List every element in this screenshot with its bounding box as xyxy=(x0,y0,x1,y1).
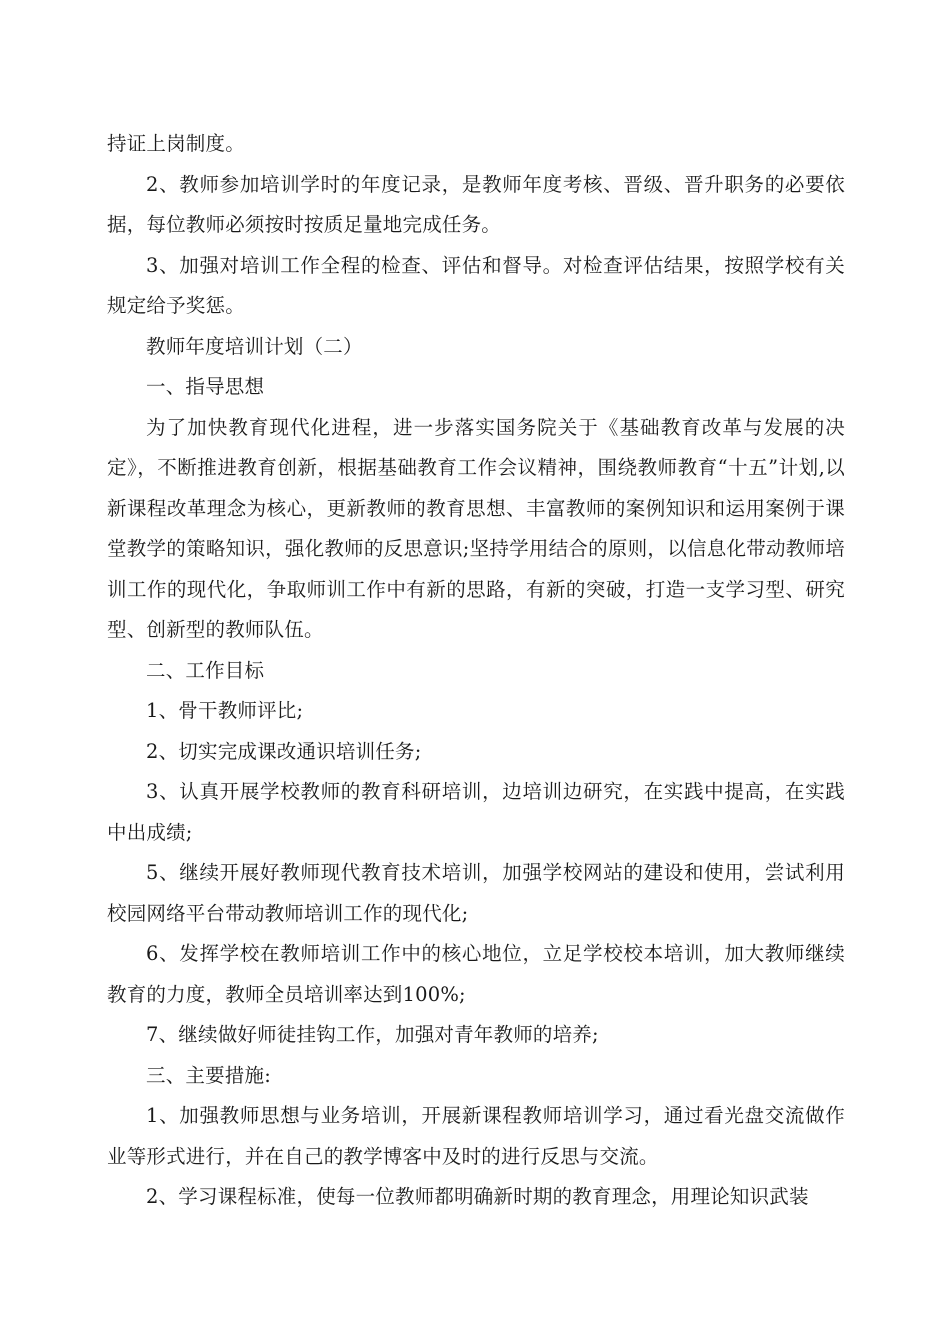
goal-item-7: 7、继续做好师徒挂钩工作，加强对青年教师的培养; xyxy=(146,1023,599,1046)
section-title-plan-two: 教师年度培训计划（二） xyxy=(146,334,363,358)
paragraph-guiding-thought: 为了加快教育现代化进程，进一步落实国务院关于《基础教育改革与发展的决定》，不断推进教育创新，根据基础教育工作会议精神，围绕教师教育“十五”计划,以新课程改革理念为核心，更新教师的教育思想、丰富教师的案例知识和运用案例于课堂教学的策略知识，强化教师的反思意识;坚持学用结合的原则，以信息化带动教师培训工作的现代化，争取师训工作中有新的思路，有新的突破，打造一支学习型、研究型、创新型的教师队伍。 xyxy=(107,415,845,641)
measure-item-1: 1、加强教师思想与业务培训，开展新课程教师培训学习，通过看光盘交流做作业等形式进行，并在自己的教学博客中及时的进行反思与交流。 xyxy=(107,1104,845,1168)
goal-item-5: 5、继续开展好教师现代教育技术培训，加强学校网站的建设和使用，尝试利用校园网络平台带动教师培训工作的现代化; xyxy=(107,861,845,925)
heading-guiding-thought: 一、指导思想 xyxy=(146,375,265,398)
heading-work-goals: 二、工作目标 xyxy=(146,658,265,682)
paragraph-continuation: 持证上岗制度。 xyxy=(107,132,245,155)
goal-item-2: 2、切实完成课改通识培训任务; xyxy=(146,739,422,763)
goal-item-6: 6、发挥学校在教师培训工作中的核心地位，立足学校校本培训，加大教师继续教育的力度，教师全员培训率达到100%; xyxy=(107,942,845,1006)
goal-item-1: 1、骨干教师评比; xyxy=(146,699,304,722)
document-page xyxy=(107,124,845,1218)
paragraph-training-record: 2、教师参加培训学时的年度记录，是教师年度考核、晋级、晋升职务的必要依据，每位教师必须按时按质足量地完成任务。 xyxy=(107,172,845,236)
goal-item-3: 3、认真开展学校教师的教育科研培训，边培训边研究，在实践中提高，在实践中出成绩; xyxy=(107,780,845,844)
paragraph-supervision: 3、加强对培训工作全程的检查、评估和督导。对检查评估结果，按照学校有关规定给予奖惩。 xyxy=(107,253,845,317)
heading-main-measures: 三、主要措施: xyxy=(146,1063,271,1087)
measure-item-2: 2、学习课程标准，使每一位教师都明确新时期的教育理念，用理论知识武装 xyxy=(146,1185,809,1208)
